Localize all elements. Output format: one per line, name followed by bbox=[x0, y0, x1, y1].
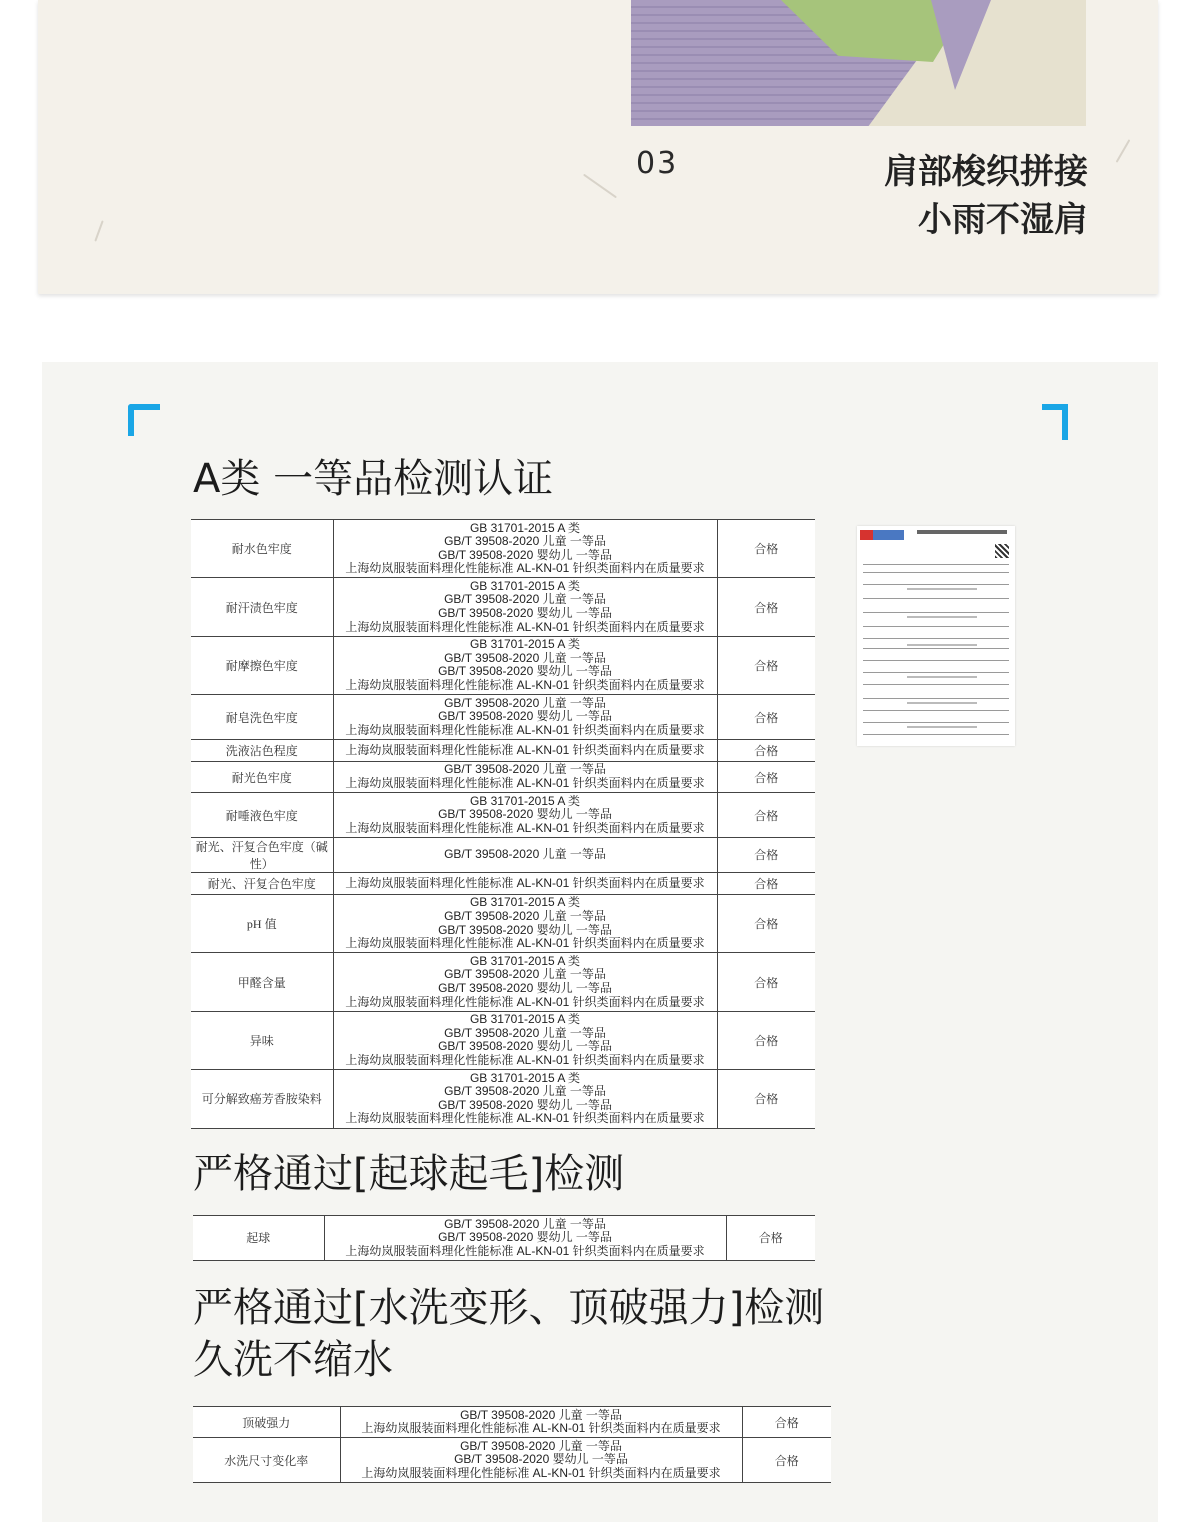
standard-line: GB/T 39508-2020 儿童 一等品 bbox=[444, 592, 606, 607]
test-standards bbox=[333, 578, 717, 636]
report-table-body bbox=[193, 1407, 831, 1483]
test-standards bbox=[340, 1407, 742, 1438]
standard-line: GB/T 39508-2020 婴幼儿 一等品 bbox=[438, 547, 612, 562]
table-row bbox=[191, 695, 815, 740]
section-title-wash-line1: 严格通过[水洗变形、顶破强力]检测 bbox=[193, 1285, 825, 1331]
standard-line: GB/T 39508-2020 儿童 一等品 bbox=[444, 762, 606, 777]
test-result: 合格 bbox=[717, 1011, 815, 1069]
table-row bbox=[191, 1070, 815, 1128]
table-row bbox=[191, 578, 815, 636]
test-standards bbox=[333, 761, 717, 792]
standard-line: GB 31701-2015 A 类 bbox=[469, 895, 581, 910]
test-item-name: 耐光、汗复合色牢度（碱性） bbox=[191, 837, 333, 872]
standard-line: 上海幼岚服装面料理化性能标准 AL-KN-01 针织类面料内在质量要求 bbox=[345, 875, 705, 890]
test-result: 合格 bbox=[726, 1216, 815, 1261]
test-standards bbox=[333, 1011, 717, 1069]
test-result: 合格 bbox=[717, 1070, 815, 1128]
test-standards bbox=[333, 793, 717, 838]
standard-line: 上海幼岚服装面料理化性能标准 AL-KN-01 针织类面料内在质量要求 bbox=[345, 1053, 705, 1068]
test-report-table-pilling bbox=[193, 1215, 815, 1261]
standard-line: 上海幼岚服装面料理化性能标准 AL-KN-01 针织类面料内在质量要求 bbox=[345, 936, 705, 951]
test-result: 合格 bbox=[717, 695, 815, 740]
standard-line: GB/T 39508-2020 儿童 一等品 bbox=[460, 1407, 622, 1422]
test-item-name: 耐光色牢度 bbox=[191, 761, 333, 792]
standard-line: GB/T 39508-2020 婴幼儿 一等品 bbox=[438, 981, 612, 996]
test-result: 合格 bbox=[717, 739, 815, 761]
standard-line: 上海幼岚服装面料理化性能标准 AL-KN-01 针织类面料内在质量要求 bbox=[361, 1421, 721, 1436]
test-report-table-wash bbox=[193, 1406, 831, 1483]
test-standards bbox=[333, 739, 717, 761]
table-row bbox=[191, 953, 815, 1011]
test-result: 合格 bbox=[717, 953, 815, 1011]
table-row bbox=[193, 1438, 831, 1483]
standard-line: GB/T 39508-2020 婴幼儿 一等品 bbox=[438, 1097, 612, 1112]
standard-line: 上海幼岚服装面料理化性能标准 AL-KN-01 针织类面料内在质量要求 bbox=[345, 820, 705, 835]
test-standards bbox=[340, 1438, 742, 1483]
test-result: 合格 bbox=[717, 636, 815, 694]
standard-line: GB/T 39508-2020 婴幼儿 一等品 bbox=[438, 606, 612, 621]
qr-code-icon bbox=[995, 544, 1009, 558]
standard-line: GB 31701-2015 A 类 bbox=[469, 793, 581, 808]
standard-line: GB/T 39508-2020 婴幼儿 一等品 bbox=[438, 664, 612, 679]
standard-line: GB 31701-2015 A 类 bbox=[469, 637, 581, 652]
test-report-table-a-class bbox=[191, 519, 815, 1129]
standard-line: 上海幼岚服装面料理化性能标准 AL-KN-01 针织类面料内在质量要求 bbox=[345, 742, 705, 757]
test-item-name: 异味 bbox=[191, 1011, 333, 1069]
table-row bbox=[191, 872, 815, 894]
test-item-name: pH 值 bbox=[191, 894, 333, 952]
standard-line: 上海幼岚服装面料理化性能标准 AL-KN-01 针织类面料内在质量要求 bbox=[345, 678, 705, 693]
section-title-wash bbox=[193, 1282, 824, 1386]
standard-line: GB/T 39508-2020 儿童 一等品 bbox=[444, 847, 606, 862]
standard-line: 上海幼岚服装面料理化性能标准 AL-KN-01 针织类面料内在质量要求 bbox=[345, 619, 705, 634]
test-standards bbox=[324, 1216, 726, 1261]
test-item-name: 耐汗渍色牢度 bbox=[191, 578, 333, 636]
standard-line: GB/T 39508-2020 婴幼儿 一等品 bbox=[438, 709, 612, 724]
test-result: 合格 bbox=[717, 793, 815, 838]
test-result: 合格 bbox=[717, 837, 815, 872]
test-item-name: 顶破强力 bbox=[193, 1407, 340, 1438]
test-result: 合格 bbox=[742, 1407, 831, 1438]
table-row bbox=[191, 837, 815, 872]
standard-line: GB/T 39508-2020 儿童 一等品 bbox=[444, 650, 606, 665]
test-item-name: 耐唾液色牢度 bbox=[191, 793, 333, 838]
standard-line: GB/T 39508-2020 儿童 一等品 bbox=[444, 967, 606, 982]
table-row bbox=[191, 739, 815, 761]
standard-line: GB/T 39508-2020 婴幼儿 一等品 bbox=[454, 1452, 628, 1467]
test-item-name: 起球 bbox=[193, 1216, 324, 1261]
test-item-name: 耐皂洗色牢度 bbox=[191, 695, 333, 740]
test-result: 合格 bbox=[717, 520, 815, 578]
feature-caption-line1: 肩部梭织拼接 bbox=[884, 152, 1088, 192]
test-standards bbox=[333, 520, 717, 578]
standard-line: 上海幼岚服装面料理化性能标准 AL-KN-01 针织类面料内在质量要求 bbox=[345, 1243, 705, 1258]
corner-bracket-left-icon bbox=[128, 404, 160, 436]
feature-caption bbox=[884, 148, 1088, 244]
test-result: 合格 bbox=[717, 894, 815, 952]
feature-caption-line2: 小雨不湿肩 bbox=[918, 200, 1088, 240]
table-row bbox=[191, 894, 815, 952]
report-table-body bbox=[191, 520, 815, 1129]
standard-line: 上海幼岚服装面料理化性能标准 AL-KN-01 针织类面料内在质量要求 bbox=[361, 1465, 721, 1480]
corner-bracket-right-icon bbox=[1042, 404, 1068, 440]
standard-line: GB/T 39508-2020 婴幼儿 一等品 bbox=[438, 1039, 612, 1054]
test-standards bbox=[333, 1070, 717, 1128]
standard-line: 上海幼岚服装面料理化性能标准 AL-KN-01 针织类面料内在质量要求 bbox=[345, 1111, 705, 1126]
test-standards bbox=[333, 695, 717, 740]
table-row bbox=[193, 1216, 815, 1261]
section-title-a-class: A类 一等品检测认证 bbox=[193, 456, 554, 502]
standard-line: GB 31701-2015 A 类 bbox=[469, 1070, 581, 1085]
test-item-name: 耐光、汗复合色牢度 bbox=[191, 872, 333, 894]
test-standards bbox=[333, 872, 717, 894]
standard-line: GB/T 39508-2020 儿童 一等品 bbox=[444, 1025, 606, 1040]
test-result: 合格 bbox=[717, 872, 815, 894]
report-table-body bbox=[193, 1216, 815, 1261]
table-row bbox=[191, 1011, 815, 1069]
test-report-thumbnail[interactable] bbox=[857, 526, 1015, 746]
feature-number: 03 bbox=[636, 146, 679, 181]
test-item-name: 可分解致癌芳香胺染料 bbox=[191, 1070, 333, 1128]
table-row bbox=[191, 793, 815, 838]
certification-logo-icon bbox=[860, 530, 904, 540]
test-item-name: 水洗尺寸变化率 bbox=[193, 1438, 340, 1483]
table-row bbox=[191, 636, 815, 694]
standard-line: GB 31701-2015 A 类 bbox=[469, 953, 581, 968]
section-title-pilling: 严格通过[起球起毛]检测 bbox=[193, 1151, 625, 1197]
table-row bbox=[191, 761, 815, 792]
test-result: 合格 bbox=[717, 761, 815, 792]
table-row bbox=[191, 520, 815, 578]
test-result: 合格 bbox=[717, 578, 815, 636]
section-title-wash-line2: 久洗不缩水 bbox=[193, 1337, 393, 1383]
standard-line: 上海幼岚服装面料理化性能标准 AL-KN-01 针织类面料内在质量要求 bbox=[345, 776, 705, 791]
standard-line: GB/T 39508-2020 婴幼儿 一等品 bbox=[438, 1230, 612, 1245]
test-standards bbox=[333, 894, 717, 952]
table-row bbox=[193, 1407, 831, 1438]
product-photo-shoulder bbox=[631, 0, 1086, 126]
test-standards bbox=[333, 837, 717, 872]
standard-line: GB/T 39508-2020 儿童 一等品 bbox=[444, 1216, 606, 1231]
standard-line: GB 31701-2015 A 类 bbox=[469, 1012, 581, 1027]
standard-line: GB/T 39508-2020 婴幼儿 一等品 bbox=[438, 807, 612, 822]
test-standards bbox=[333, 953, 717, 1011]
test-item-name: 耐水色牢度 bbox=[191, 520, 333, 578]
standard-line: GB/T 39508-2020 儿童 一等品 bbox=[444, 534, 606, 549]
standard-line: GB/T 39508-2020 儿童 一等品 bbox=[460, 1438, 622, 1453]
test-item-name: 耐摩擦色牢度 bbox=[191, 636, 333, 694]
standard-line: GB 31701-2015 A 类 bbox=[469, 578, 581, 593]
standard-line: GB/T 39508-2020 儿童 一等品 bbox=[444, 909, 606, 924]
standard-line: GB/T 39508-2020 婴幼儿 一等品 bbox=[438, 922, 612, 937]
standard-line: GB/T 39508-2020 儿童 一等品 bbox=[444, 1084, 606, 1099]
test-result: 合格 bbox=[742, 1438, 831, 1483]
standard-line: 上海幼岚服装面料理化性能标准 AL-KN-01 针织类面料内在质量要求 bbox=[345, 561, 705, 576]
test-item-name: 洗液沾色程度 bbox=[191, 739, 333, 761]
standard-line: GB 31701-2015 A 类 bbox=[469, 520, 581, 535]
standard-line: 上海幼岚服装面料理化性能标准 AL-KN-01 针织类面料内在质量要求 bbox=[345, 722, 705, 737]
test-standards bbox=[333, 636, 717, 694]
standard-line: GB/T 39508-2020 儿童 一等品 bbox=[444, 695, 606, 710]
test-item-name: 甲醛含量 bbox=[191, 953, 333, 1011]
standard-line: 上海幼岚服装面料理化性能标准 AL-KN-01 针织类面料内在质量要求 bbox=[345, 994, 705, 1009]
